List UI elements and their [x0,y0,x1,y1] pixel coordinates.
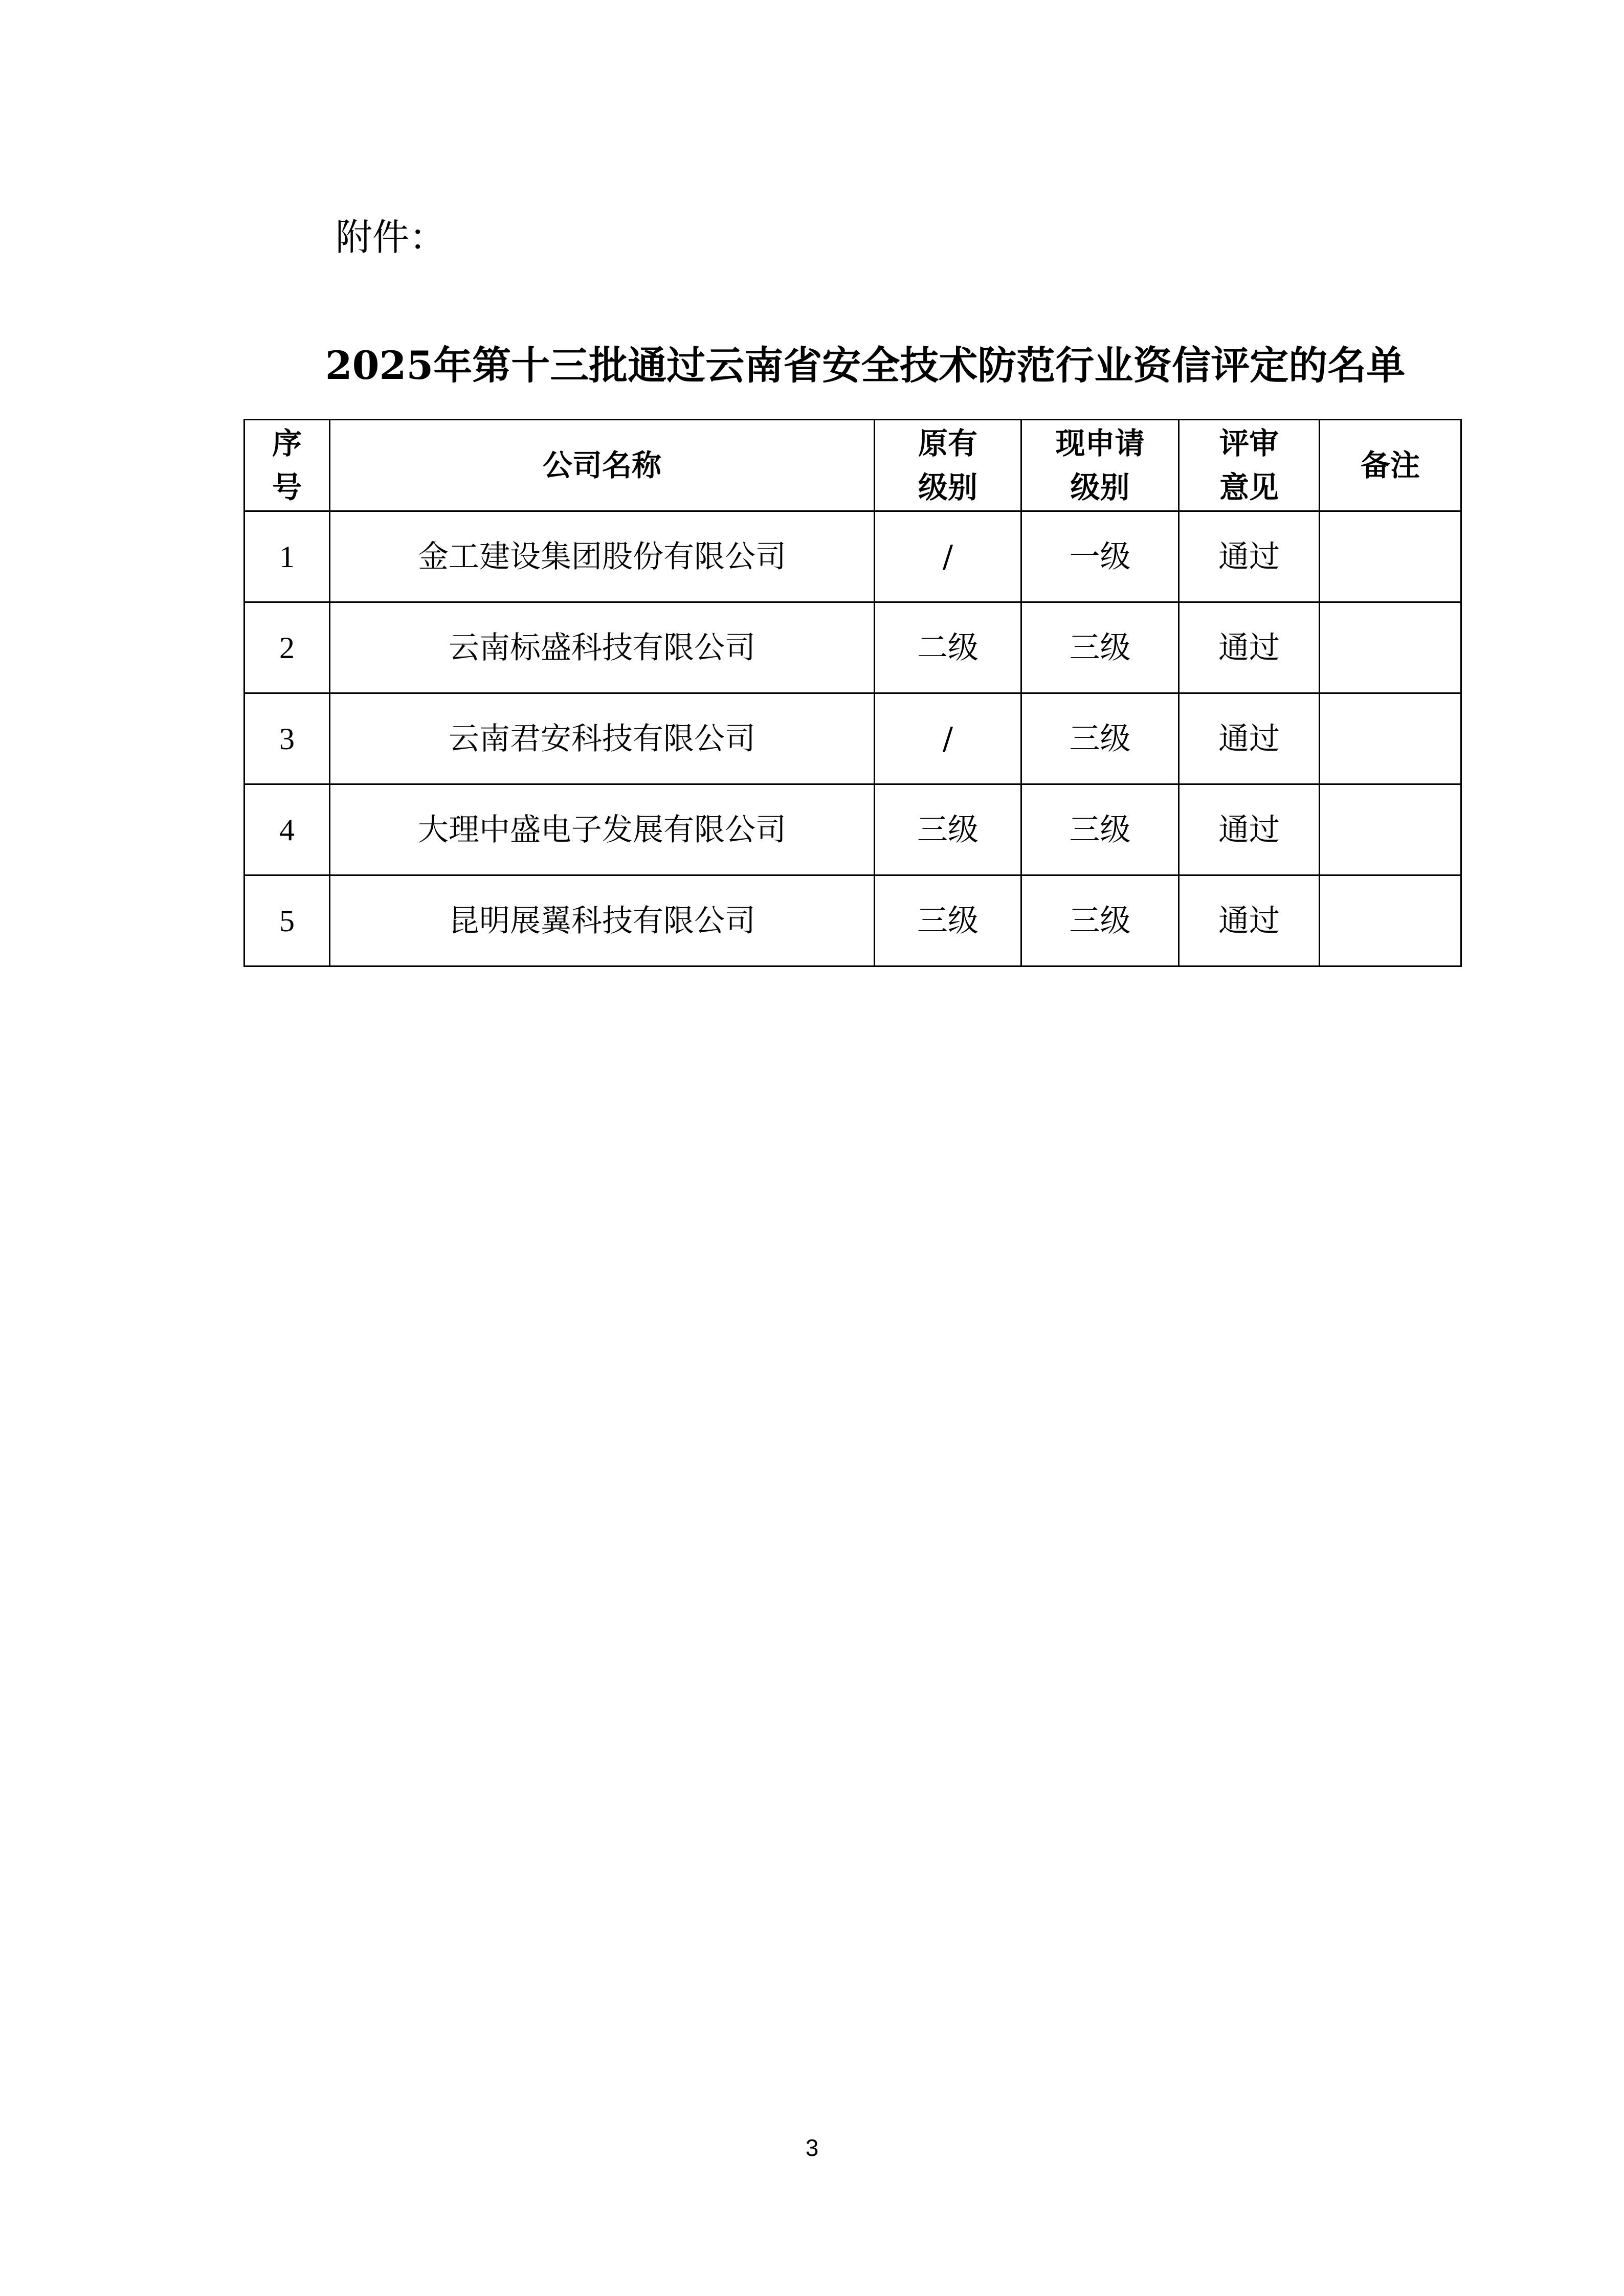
row-remarks [1320,784,1461,875]
header-company-name: 公司名称 [330,420,875,511]
row-index: 2 [244,602,330,693]
table-row [244,693,1461,784]
row-index: 5 [244,875,330,966]
row-review-opinion: 通过 [1179,511,1320,602]
row-remarks [1320,693,1461,784]
row-company-name: 云南君安科技有限公司 [330,693,875,784]
header-index-line-2: 号 [272,470,302,505]
header-index-line-1: 序 [272,426,302,461]
header-applied-level-line-2: 级别 [1070,470,1130,505]
row-company-name: 云南标盛科技有限公司 [330,602,875,693]
row-remarks [1320,511,1461,602]
row-applied-level: 一级 [1021,511,1179,602]
attachment-label: 附件： [336,216,447,259]
header-review-opinion [1179,420,1320,511]
header-original-level-line-2: 级别 [918,470,977,505]
header-applied-level-line-1: 现申请 [1055,426,1145,461]
table-row [244,511,1461,602]
header-applied-level [1021,420,1179,511]
row-review-opinion: 通过 [1179,602,1320,693]
row-company-name: 昆明展翼科技有限公司 [330,875,875,966]
approved-companies-table [243,419,1462,967]
header-remarks: 备注 [1320,420,1461,511]
row-index: 1 [244,511,330,602]
header-original-level-line-1: 原有 [918,426,977,461]
row-original-level: 二级 [875,602,1021,693]
row-applied-level: 三级 [1021,693,1179,784]
table-row [244,784,1461,875]
page-number: 3 [805,2134,819,2161]
row-index: 3 [244,693,330,784]
row-applied-level: 三级 [1021,875,1179,966]
row-remarks [1320,602,1461,693]
header-review-opinion-line-2: 意见 [1219,470,1279,505]
row-applied-level: 三级 [1021,602,1179,693]
table-row [244,602,1461,693]
row-applied-level: 三级 [1021,784,1179,875]
row-original-level: / [875,693,1021,784]
table-row [244,875,1461,966]
row-remarks [1320,875,1461,966]
row-company-name: 金工建设集团股份有限公司 [330,511,875,602]
row-review-opinion: 通过 [1179,693,1320,784]
document-title: 2025年第十三批通过云南省安全技术防范行业资信评定的名单 [325,343,1406,388]
header-review-opinion-line-1: 评审 [1219,426,1279,461]
header-original-level [875,420,1021,511]
row-original-level: / [875,511,1021,602]
row-company-name: 大理中盛电子发展有限公司 [330,784,875,875]
header-index [244,420,330,511]
row-original-level: 三级 [875,875,1021,966]
table-header-row [244,420,1461,511]
row-original-level: 三级 [875,784,1021,875]
row-index: 4 [244,784,330,875]
row-review-opinion: 通过 [1179,784,1320,875]
row-review-opinion: 通过 [1179,875,1320,966]
